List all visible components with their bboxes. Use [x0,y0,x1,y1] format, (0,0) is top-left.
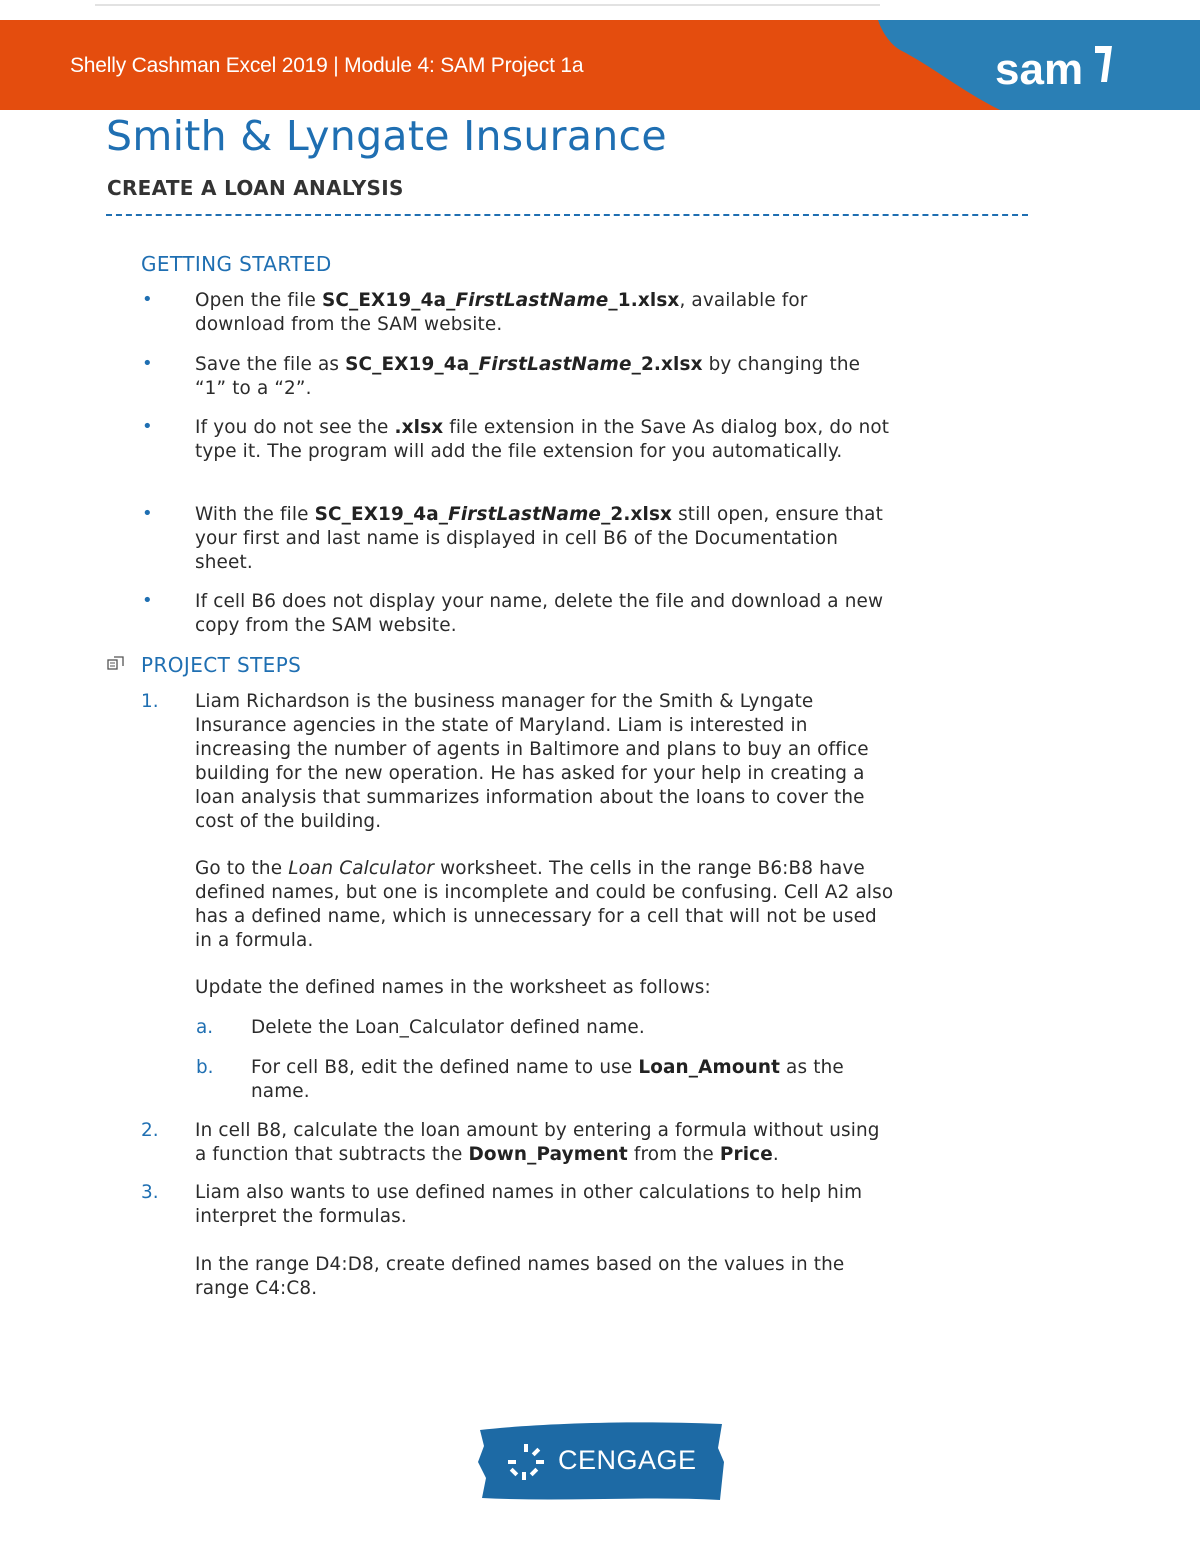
step-3-paragraph-1: Liam also wants to use defined names in other calculations to help him interpret the formulas. [195,1182,863,1227]
substep-b: For cell B8, edit the defined name to use Loan_Amount as the name. [251,1057,844,1102]
sam-logo [995,42,1125,96]
getting-started-item-2: Save the file as SC_EX19_4a_FirstLastName_2.xlsx by changing the “1” to a “2”. [195,354,861,399]
getting-started-heading: GETTING STARTED [141,252,332,276]
substep-letter: b. [196,1057,214,1078]
bullet-glyph: • [142,353,153,374]
bullet-glyph: • [142,289,153,310]
getting-started-item-5: If cell B6 does not display your name, delete the file and download a new copy from the SAM website. [195,591,884,636]
dashed-divider [106,214,1028,216]
step-number: 3. [141,1182,159,1203]
step-2-paragraph: In cell B8, calculate the loan amount by entering a formula without using a function that subtracts the Down_Payment from the Price. [195,1120,880,1165]
step-number: 1. [141,691,159,712]
header-title: Shelly Cashman Excel 2019 | Module 4: SAM Project 1a [70,54,584,77]
getting-started-item-3: If you do not see the .xlsx file extension in the Save As dialog box, do not type it. The program will add the file extension for you automatically. [195,417,890,462]
getting-started-item-4: With the file SC_EX19_4a_FirstLastName_2.xlsx still open, ensure that your first and last name is displayed in cell B6 of the Documentation sheet. [195,504,883,573]
substep-letter: a. [196,1017,214,1038]
step-1-paragraph-1: Liam Richardson is the business manager for the Smith & Lyngate Insurance agencies in the state of Maryland. Liam is interested in increasing the number of agents in Baltimore and plans to buy an office building for the new operation. He has asked for your help in creating a loan analysis that summarizes information about the loans to cover the cost of the building. [195,691,869,832]
step-1-paragraph-3: Update the defined names in the worksheet as follows: [195,977,711,998]
bullet-glyph: • [142,590,153,611]
document-title: Smith & Lyngate Insurance [106,112,667,160]
sam-logo-text: sam [995,45,1084,94]
bullet-glyph: • [142,503,153,524]
cengage-logo-text: CENGAGE [558,1445,697,1475]
project-steps-heading: PROJECT STEPS [141,653,302,677]
substep-a: Delete the Loan_Calculator defined name. [251,1017,645,1038]
bullet-glyph: • [142,416,153,437]
document-subtitle: CREATE A LOAN ANALYSIS [107,176,404,200]
steps-icon [106,654,126,674]
step-number: 2. [141,1120,159,1141]
getting-started-item-1: Open the file SC_EX19_4a_FirstLastName_1.xlsx, available for download from the SAM website. [195,290,808,335]
step-1-paragraph-2: Go to the Loan Calculator worksheet. The cells in the range B6:B8 have defined names, but one is incomplete and could be confusing. Cell A2 also has a defined name, which is unnecessary for a cell that will not be used in a formula. [195,858,894,951]
step-3-paragraph-2: In the range D4:D8, create defined names based on the values in the range C4:C8. [195,1254,845,1299]
